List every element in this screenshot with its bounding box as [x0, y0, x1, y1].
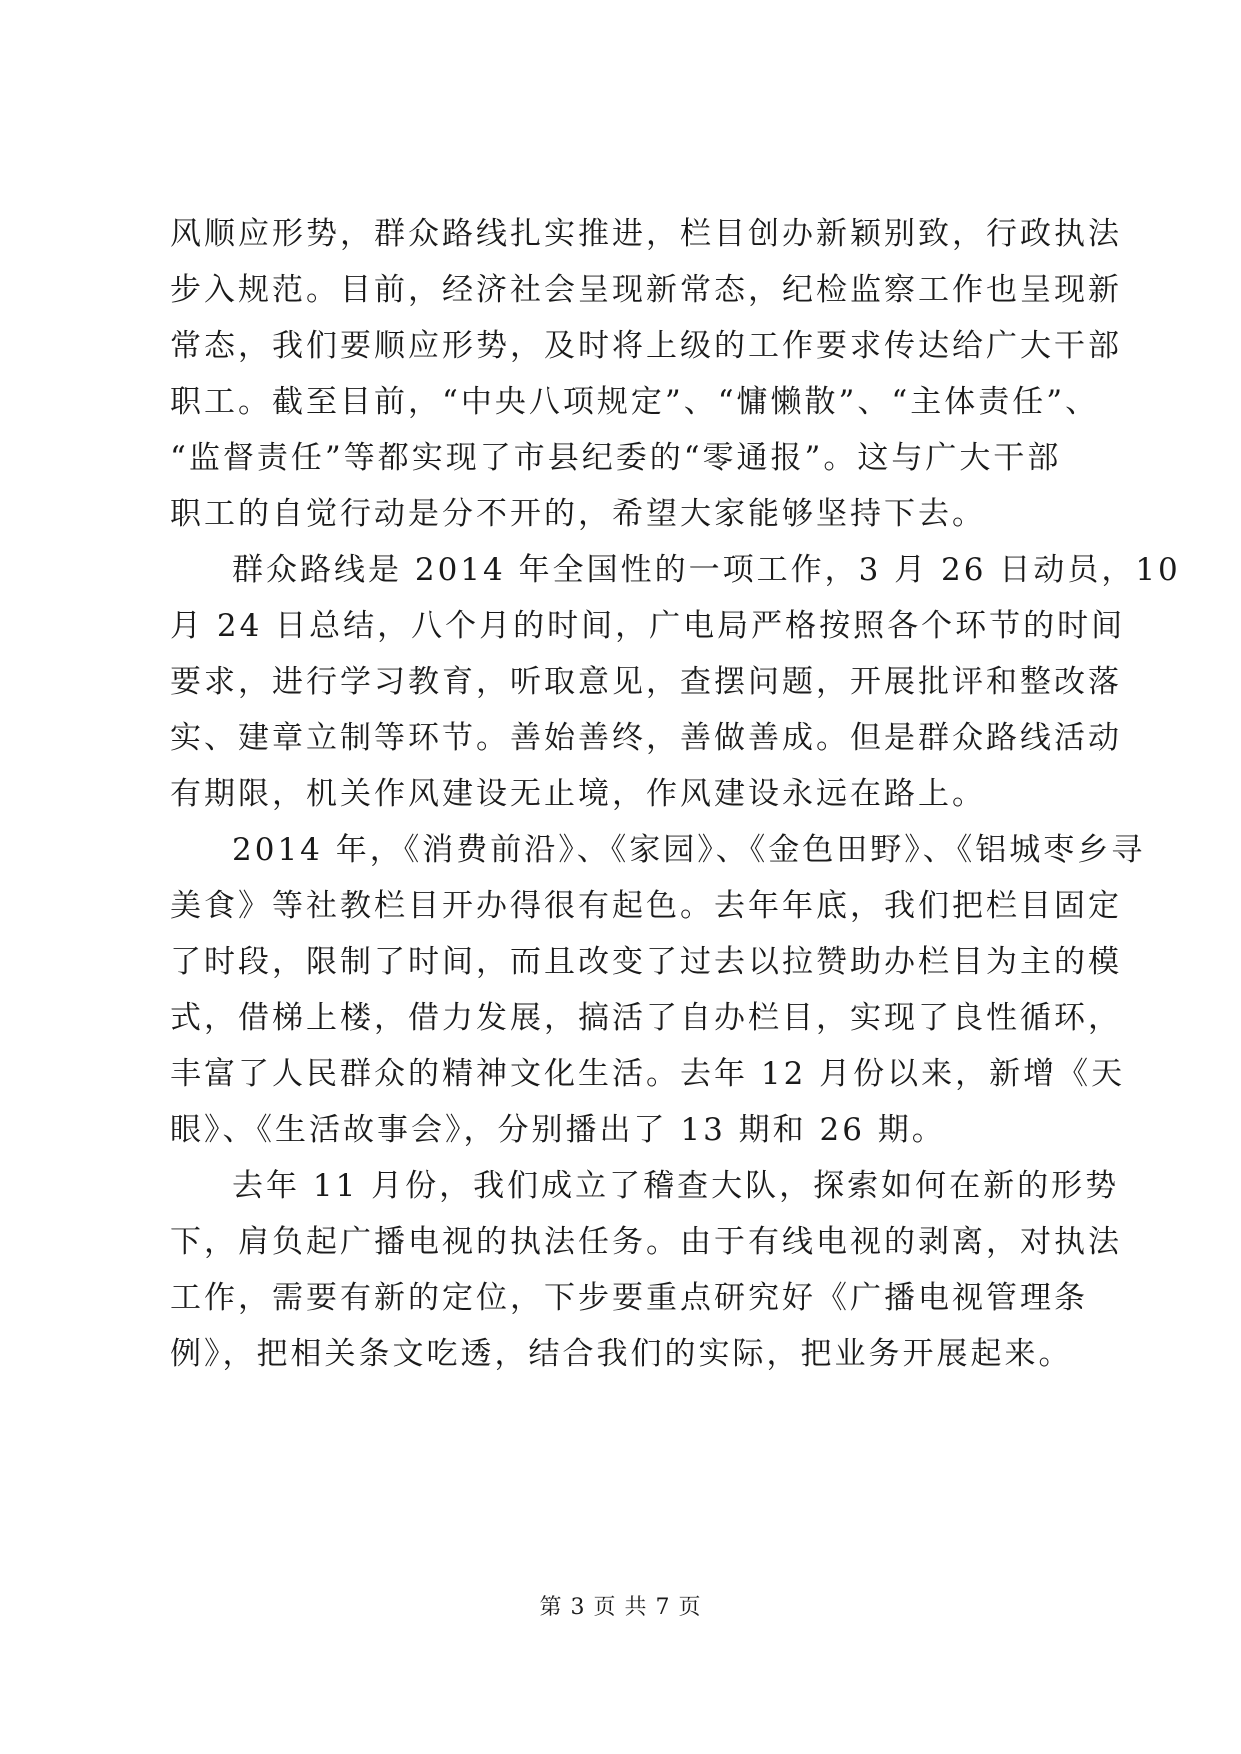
text-line: 实、建章立制等环节。善始善终，善做善成。但是群众路线活动: [170, 720, 1122, 756]
text-line: “监督责任”等都实现了市县纪委的“零通报”。这与广大干部: [170, 440, 1062, 476]
text-line: 2014 年，《消费前沿》、《家园》、《金色田野》、《铝城枣乡寻: [232, 832, 1146, 868]
text-line: 步入规范。目前，经济社会呈现新常态，纪检监察工作也呈现新: [170, 272, 1122, 308]
text-line: 要求，进行学习教育，听取意见，查摆问题，开展批评和整改落: [170, 664, 1122, 700]
text-line: 式，借梯上楼，借力发展，搞活了自办栏目，实现了良性循环，: [170, 1000, 1122, 1036]
text-line: 职工的自觉行动是分不开的，希望大家能够坚持下去。: [170, 496, 986, 532]
text-line: 常态，我们要顺应形势，及时将上级的工作要求传达给广大干部: [170, 328, 1122, 364]
text-line: 风顺应形势，群众路线扎实推进，栏目创办新颖别致，行政执法: [170, 216, 1122, 252]
text-line: 例》，把相关条文吃透，结合我们的实际，把业务开展起来。: [170, 1336, 1073, 1372]
text-line: 下，肩负起广播电视的执法任务。由于有线电视的剥离，对执法: [170, 1224, 1122, 1260]
text-line: 美食》等社教栏目开办得很有起色。去年年底，我们把栏目固定: [170, 888, 1122, 924]
text-line: 丰富了人民群众的精神文化生活。去年 12 月份以来，新增《天: [170, 1056, 1126, 1092]
text-line: 月 24 日总结，八个月的时间，广电局严格按照各个环节的时间: [170, 608, 1126, 644]
text-line: 群众路线是 2014 年全国性的一项工作，3 月 26 日动员，10: [232, 552, 1181, 588]
text-line: 职工。截至目前，“中央八项规定”、“慵懒散”、“主体责任”、: [170, 384, 1100, 420]
page-number-footer: 第 3 页 共 7 页: [539, 1595, 702, 1620]
text-line: 有期限，机关作风建设无止境，作风建设永远在路上。: [170, 776, 986, 812]
text-line: 了时段，限制了时间，而且改变了过去以拉赞助办栏目为主的模: [170, 944, 1122, 980]
text-line: 工作，需要有新的定位，下步要重点研究好《广播电视管理条: [170, 1280, 1088, 1316]
text-line: 去年 11 月份，我们成立了稽查大队，探索如何在新的形势: [232, 1168, 1120, 1204]
text-line: 眼》、《生活故事会》，分别播出了 13 期和 26 期。: [170, 1112, 946, 1148]
